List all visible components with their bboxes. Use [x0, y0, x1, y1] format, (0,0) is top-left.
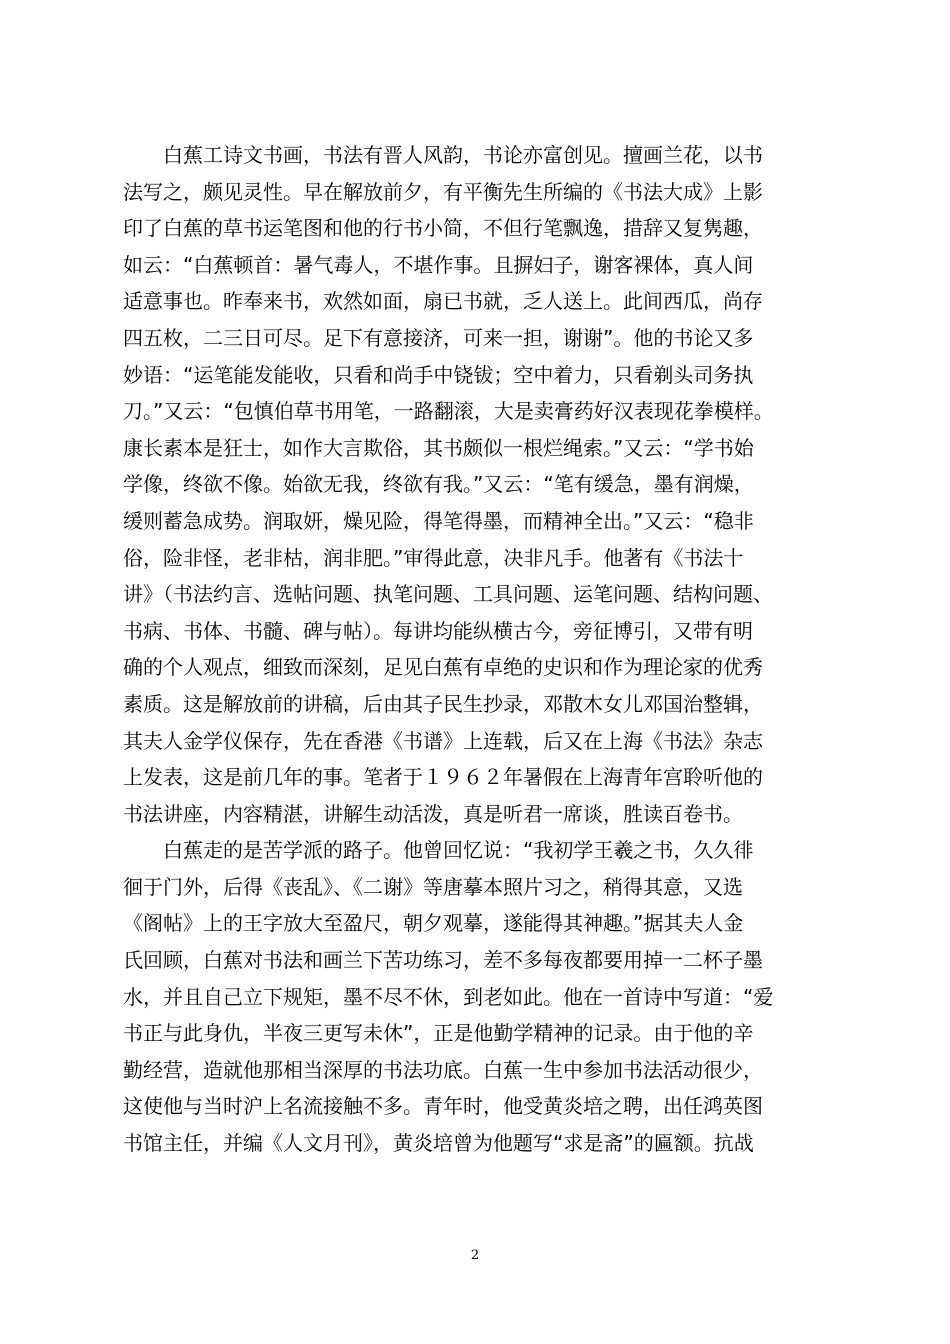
body-text: [123, 137, 831, 1162]
text-line: 上发表，这是前几年的事。笔者于１９６２年暑假在上海青年宫聆听他的: [123, 765, 763, 790]
text-line: 这使他与当时沪上名流接触不多。青年时，他受黄炎培之聘，出任鸿英图: [123, 1094, 763, 1119]
text-line: 俗，险非怪，老非枯，润非肥。”审得此意，决非凡手。他著有《书法十: [123, 545, 744, 570]
page-number: 2: [470, 1248, 480, 1263]
text-line: 康长素本是狂士，如作大言欺俗，其书颇似一根烂绳索。”又云：“学书始: [123, 435, 754, 460]
text-line: 缓则蓄急成势。润取妍，燥见险，得笔得墨，而精神全出。”又云：“稳非: [123, 508, 754, 533]
text-line: 水，并且自己立下规矩，墨不尽不休，到老如此。他在一首诗中写道：“爱: [123, 984, 774, 1009]
text-line: 讲》（书法约言、选帖问题、执笔问题、工具问题、运笔问题、结构问题、: [123, 582, 773, 607]
text-line: 勤经营，造就他那相当深厚的书法功底。白蕉一生中参加书法活动很少，: [123, 1057, 763, 1082]
text-line: 素质。这是解放前的讲稿，后由其子民生抄录，邓散木女儿邓国治整辑，: [123, 691, 763, 716]
text-line: 白蕉走的是苦学派的路子。他曾回忆说：“我初学王羲之书，久久徘: [123, 838, 754, 863]
text-line: 印了白蕉的草书运笔图和他的行书小简，不但行笔飘逸，措辞又复隽趣，: [123, 216, 763, 241]
text-line: 适意事也。昨奉来书，欢然如面，扇已书就，乏人送上。此间西瓜，尚存: [123, 289, 763, 314]
text-line: 《阁帖》上的王字放大至盈尺，朝夕观摹，遂能得其神趣。”据其夫人金: [123, 911, 744, 936]
text-line: 书病、书体、书髓、碑与帖）。每讲均能纵横古今，旁征博引，又带有明: [123, 618, 753, 643]
text-line: 书馆主任，并编《人文月刊》，黄炎培曾为他题写“求是斋”的匾额。抗战: [123, 1131, 754, 1156]
text-line: 其夫人金学仪保存，先在香港《书谱》上连载，后又在上海《书法》杂志: [123, 728, 763, 753]
text-line: 白蕉工诗文书画，书法有晋人风韵，书论亦富创见。擅画兰花，以书: [123, 143, 763, 167]
text-line: 书法讲座，内容精湛，讲解生动活泼，真是听君一席谈，胜读百卷书。: [123, 801, 743, 826]
text-line: 妙语：“运笔能发能收，只看和尚手中铙钹；空中着力，只看剃头司务执: [123, 362, 754, 387]
text-line: 氏回顾，白蕉对书法和画兰下苦功练习，差不多每夜都要用掉一二杯子墨: [123, 948, 763, 973]
text-line: 学像，终欲不像。始欲无我，终欲有我。”又云：“笔有缓急，墨有润燥，: [123, 472, 754, 497]
text-line: 四五枚，二三日可尽。足下有意接济，可来一担，谢谢”。他的书论又多: [123, 325, 754, 350]
text-line: 书正与此身仇，半夜三更写未休”，正是他勤学精神的记录。由于他的辛: [123, 1021, 754, 1046]
text-line: 刀。”又云：“包慎伯草书用笔，一路翻滚，大是卖膏药好汉表现花拳模样。: [123, 399, 774, 424]
text-line: 如云：“白蕉顿首：暑气毒人，不堪作事。且摒妇子，谢客裸体，真人间: [123, 252, 754, 277]
text-line: 法写之，颇见灵性。早在解放前夕，有平衡先生所编的《书法大成》上影: [123, 179, 763, 204]
text-line: 确的个人观点，细致而深刻，足见白蕉有卓绝的史识和作为理论家的优秀: [123, 655, 763, 680]
text-line: 徊于门外，后得《丧乱》、《二谢》等唐摹本照片习之，稍得其意，又选: [123, 874, 743, 899]
